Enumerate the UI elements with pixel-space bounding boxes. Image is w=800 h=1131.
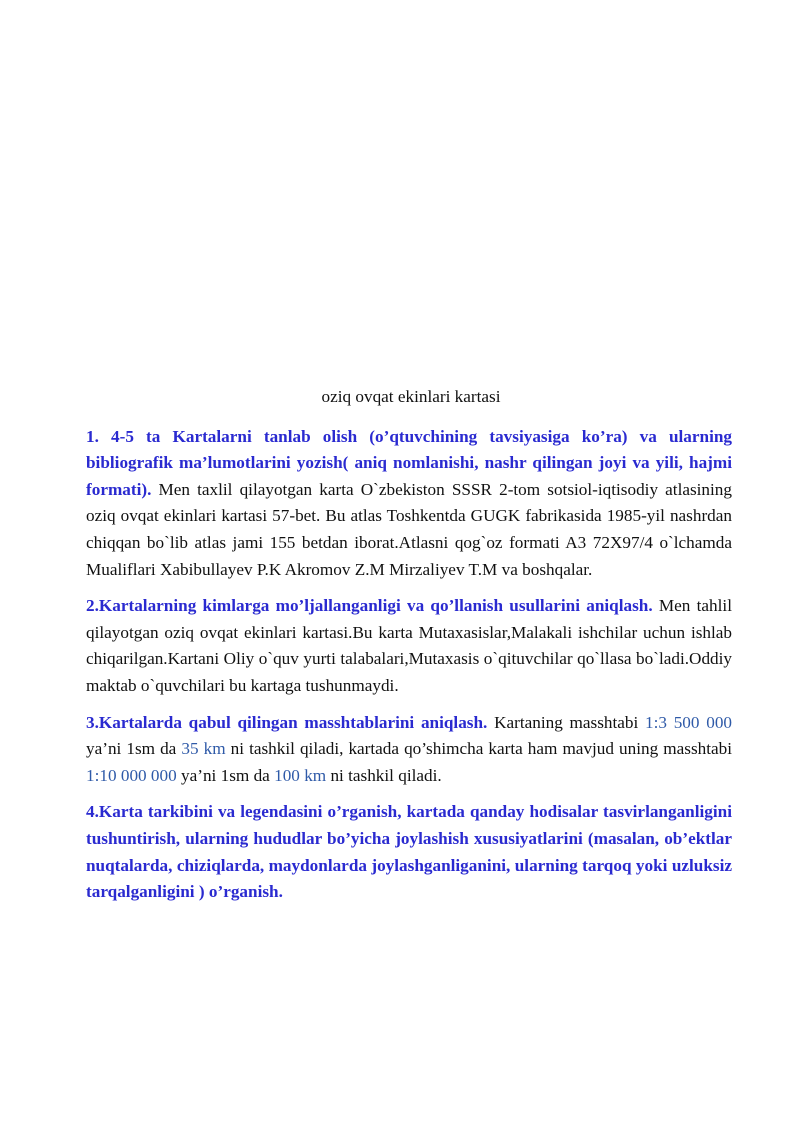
section-3-body-3: ni tashkil qiladi, kartada qo’shimcha karta ham mavjud uning masshtabi [225, 739, 733, 759]
section-3-body-4: ya’ni 1sm da [176, 765, 275, 785]
section-3 [86, 710, 732, 790]
section-4-heading: 4.Karta tarkibini va legendasini o’rganish, kartada qanday hodisalar tasvirlanganligini tushuntirish, ularning hududlar bo’yicha joylashish xususiyatlarini (masalan, ob’ektlar nuqtalarda, chiziqlarda, maydonlarda joylashganliganini, ularning tarqoq yoki uzluksiz tarqalganligini ) o’rganish. [86, 802, 732, 902]
section-4 [86, 799, 732, 905]
section-3-body-5: ni tashkil qiladi. [326, 765, 442, 785]
distance-main: 35 km [181, 739, 226, 759]
map-caption: oziq ovqat ekinlari kartasi [321, 387, 501, 406]
section-1 [86, 424, 732, 584]
section-1-heading: 1. 4-5 ta Kartalarni tanlab olish (o’qtuvchining tavsiyasiga ko’ra) va ularning bibliografik ma’lumotlarini yozish( aniq nomlanishi, nashr qilingan joyi va yili, hajmi formati). [86, 426, 732, 499]
section-2-heading: 2.Kartalarning kimlarga mo’ljallanganligi va qo’llanish usullarini aniqlash. [86, 596, 653, 616]
section-2 [86, 593, 732, 699]
document-body [86, 384, 732, 916]
scale-inset: 1:10 000 000 [86, 765, 177, 785]
scale-main: 1:3 500 000 [645, 712, 733, 732]
section-3-heading: 3.Kartalarda qabul qilingan masshtablarini aniqlash. [86, 712, 488, 732]
section-3-body-1: Kartaning masshtabi [487, 712, 646, 732]
section-2-body: Men tahlil qilayotgan oziq ovqat ekinlari kartasi.Bu karta Mutaxasislar,Malakali ishchilar uchun ishlab chiqarilgan.Kartani Oliy o`quv yurti talabalari,Mutaxasis o`qituvchilar qo`llasa bo`ladi.Oddiy maktab o`quvchilari bu kartaga tushunmaydi. [86, 596, 732, 695]
distance-inset: 100 km [274, 765, 327, 785]
section-3-body-2: ya’ni 1sm da [86, 739, 182, 759]
section-1-body: Men taxlil qilayotgan karta O`zbekiston SSSR 2-tom sotsiol-iqtisodiy atlasining oziq ovqat ekinlari kartasi 57-bet. Bu atlas Toshkentda GUGK fabrikasida 1985-yil nashrdan chiqqan bo`lib atlas jami 155 betdan iborat.Atlasni qog`oz formati A3 72X97/4 o`lchamda Mualiflari Xabibullayev P.K Akromov Z.M Mirzaliyev T.M va boshqalar. [86, 479, 732, 579]
